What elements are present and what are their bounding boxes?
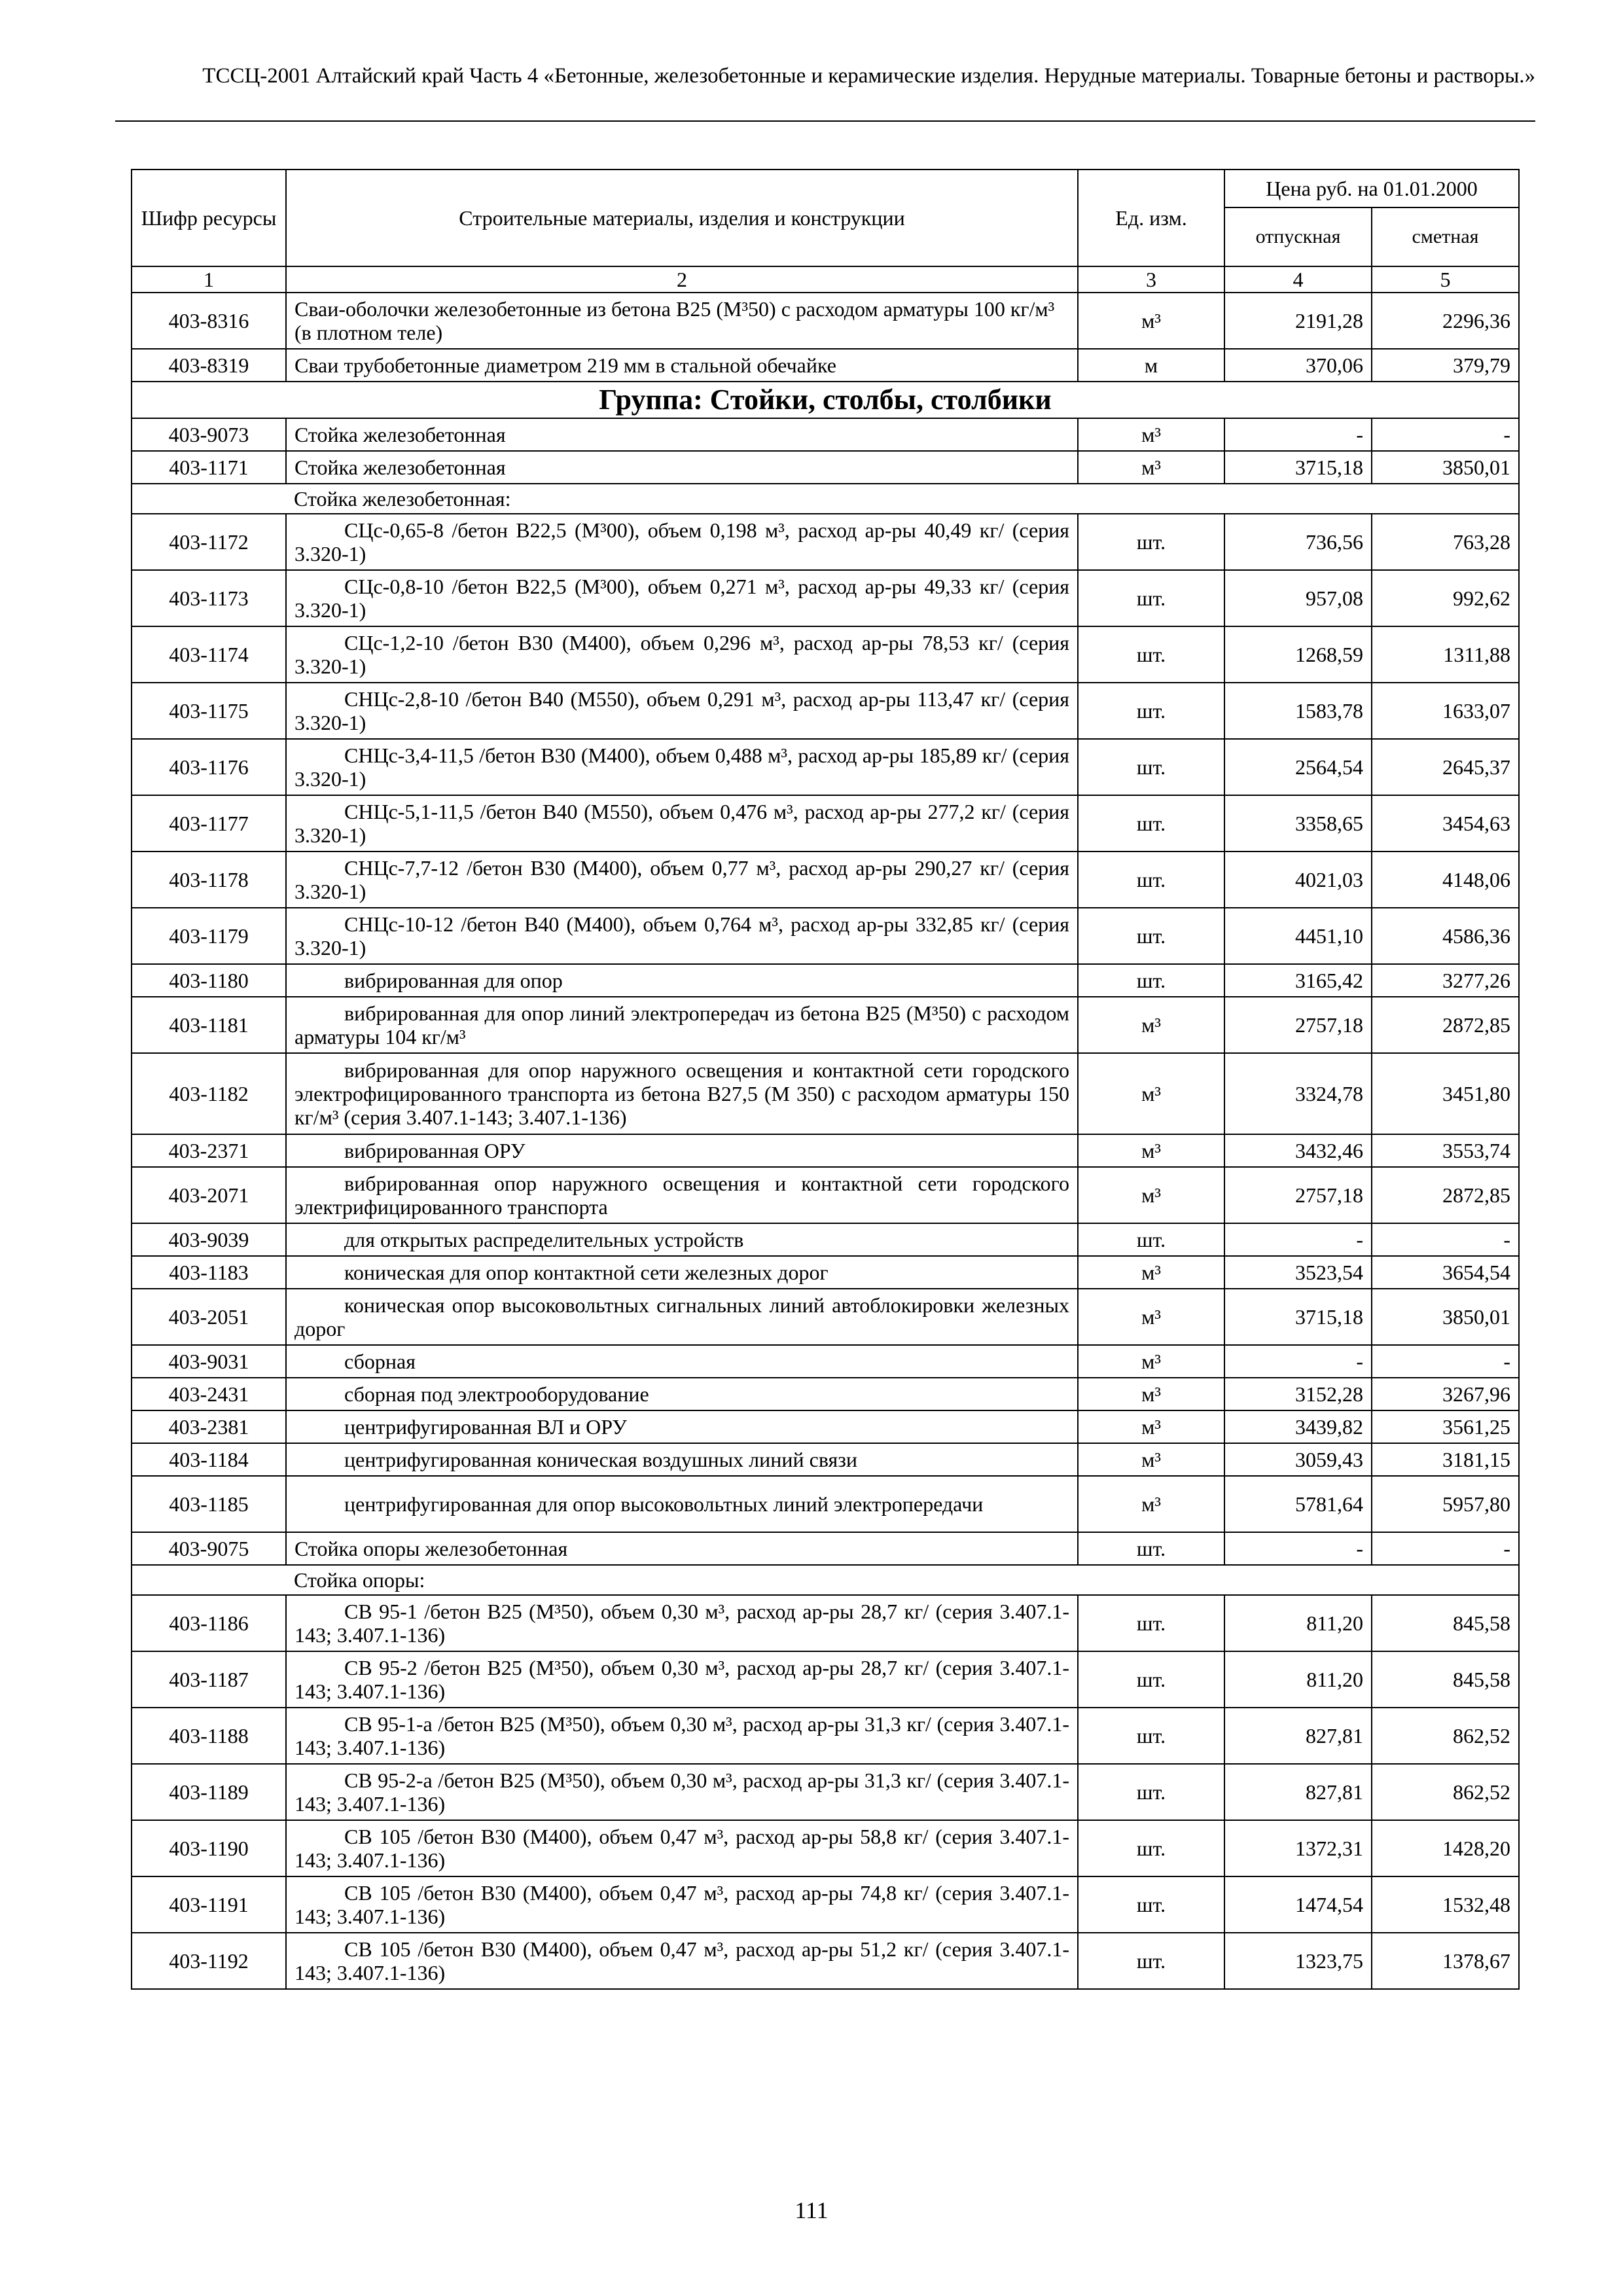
item-name-text: СНЦс-2,8-10 /бетон В40 (М550), объем 0,291 м³, расход ар-ры 113,47 кг/ (серия 3.320-1)	[294, 687, 1069, 734]
unit: шт.	[1078, 570, 1224, 626]
item-name-text: сборная под электрооборудование	[344, 1382, 649, 1406]
item-name-text: центрифугированная коническая воздушных линий связи	[344, 1448, 857, 1471]
unit: м³	[1078, 418, 1224, 451]
resource-code: 403-1178	[132, 852, 286, 908]
estimate-price: 992,62	[1372, 570, 1519, 626]
unit: шт.	[1078, 1651, 1224, 1708]
item-name-text: вибрированная для опор линий электропередач из бетона В25 (М³50) с расходом арматуры 104 кг/м³	[294, 1001, 1069, 1049]
item-name	[286, 1345, 1078, 1378]
item-name-text: СЦс-1,2-10 /бетон В30 (М400), объем 0,296 м³, расход ар-ры 78,53 кг/ (серия 3.320-1)	[294, 631, 1069, 678]
item-name	[286, 1256, 1078, 1289]
estimate-price: -	[1372, 1345, 1519, 1378]
table-row	[132, 964, 1519, 997]
resource-code: 403-1184	[132, 1443, 286, 1476]
resource-code: 403-9031	[132, 1345, 286, 1378]
group-title: Группа: Стойки, столбы, столбики	[132, 382, 1519, 418]
item-name	[286, 852, 1078, 908]
estimate-price: 2872,85	[1372, 997, 1519, 1053]
col-number: 4	[1224, 266, 1372, 293]
unit: шт.	[1078, 908, 1224, 964]
resource-code: 403-2371	[132, 1134, 286, 1167]
table-row	[132, 451, 1519, 484]
item-name-text: СВ 95-2-а /бетон В25 (М³50), объем 0,30 м³, расход ар-ры 31,3 кг/ (серия 3.407.1-143; 3.407.1-136)	[294, 1768, 1069, 1816]
release-price: 1474,54	[1224, 1876, 1372, 1933]
subhead-row	[132, 484, 1519, 514]
unit: шт.	[1078, 1532, 1224, 1565]
item-name	[286, 626, 1078, 683]
resource-code: 403-1176	[132, 739, 286, 795]
resource-code: 403-2381	[132, 1410, 286, 1443]
item-name	[286, 1443, 1078, 1476]
table-row	[132, 418, 1519, 451]
item-name	[286, 1053, 1078, 1134]
estimate-price: 379,79	[1372, 349, 1519, 382]
table-row	[132, 1410, 1519, 1443]
col-number: 1	[132, 266, 286, 293]
estimate-price: 3553,74	[1372, 1134, 1519, 1167]
release-price: 5781,64	[1224, 1476, 1372, 1532]
table-row	[132, 1933, 1519, 1989]
table-row	[132, 852, 1519, 908]
item-name-text: СВ 95-1 /бетон В25 (М³50), объем 0,30 м³, расход ар-ры 28,7 кг/ (серия 3.407.1-143; 3.407.1-136)	[294, 1600, 1069, 1647]
resource-code: 403-8319	[132, 349, 286, 382]
empty-cell	[132, 1565, 286, 1595]
col-header-code: Шифр ресурсы	[132, 170, 286, 266]
resource-code: 403-2051	[132, 1289, 286, 1345]
unit: шт.	[1078, 964, 1224, 997]
estimate-price: 3267,96	[1372, 1378, 1519, 1410]
page-header: ТССЦ-2001 Алтайский край Часть 4 «Бетонные, железобетонные и керамические изделия. Нерудные материалы. Товарные бетоны и растворы.»	[202, 64, 1535, 88]
release-price: 3715,18	[1224, 1289, 1372, 1345]
resource-code: 403-1171	[132, 451, 286, 484]
item-name	[286, 1933, 1078, 1989]
table-row	[132, 1378, 1519, 1410]
item-name-text: СЦс-0,8-10 /бетон В22,5 (М³00), объем 0,271 м³, расход ар-ры 49,33 кг/ (серия 3.320-1)	[294, 575, 1069, 622]
item-name	[286, 908, 1078, 964]
release-price: -	[1224, 418, 1372, 451]
item-name	[286, 683, 1078, 739]
item-name	[286, 795, 1078, 852]
price-table	[131, 169, 1520, 1990]
unit: шт.	[1078, 1933, 1224, 1989]
resource-code: 403-9039	[132, 1223, 286, 1256]
table-row	[132, 1876, 1519, 1933]
release-price: 2564,54	[1224, 739, 1372, 795]
item-name	[286, 1223, 1078, 1256]
estimate-price: 3451,80	[1372, 1053, 1519, 1134]
item-name: Стойка железобетонная	[286, 451, 1078, 484]
estimate-price: 3850,01	[1372, 451, 1519, 484]
unit: м³	[1078, 1289, 1224, 1345]
resource-code: 403-1188	[132, 1708, 286, 1764]
resource-code: 403-2431	[132, 1378, 286, 1410]
estimate-price: 1378,67	[1372, 1933, 1519, 1989]
estimate-price: 3277,26	[1372, 964, 1519, 997]
item-name	[286, 1289, 1078, 1345]
item-name-text: вибрированная для опор наружного освещения и контактной сети городского электрофицированного транспорта из бетона В27,5 (М 350) с расходом арматуры 150 кг/м³ (серия 3.407.1-143; 3.407.1-136)	[294, 1058, 1069, 1129]
table-row	[132, 1820, 1519, 1876]
col-header-name: Строительные материалы, изделия и конструкции	[286, 170, 1078, 266]
col-header-estimate-price: сметная	[1372, 207, 1519, 266]
estimate-price: 3561,25	[1372, 1410, 1519, 1443]
col-header-price-group: Цена руб. на 01.01.2000	[1224, 170, 1519, 207]
item-name-text: коническая опор высоковольтных сигнальных линий автоблокировки железных дорог	[294, 1293, 1069, 1340]
table-row	[132, 349, 1519, 382]
release-price: 3165,42	[1224, 964, 1372, 997]
item-name: Стойка железобетонная	[286, 418, 1078, 451]
release-price: 3059,43	[1224, 1443, 1372, 1476]
item-name-text: вибрированная ОРУ	[344, 1139, 526, 1162]
estimate-price: 4586,36	[1372, 908, 1519, 964]
estimate-price: 3181,15	[1372, 1443, 1519, 1476]
resource-code: 403-1190	[132, 1820, 286, 1876]
table-row	[132, 1443, 1519, 1476]
unit: шт.	[1078, 1708, 1224, 1764]
item-name-text: СВ 105 /бетон В30 (М400), объем 0,47 м³, расход ар-ры 51,2 кг/ (серия 3.407.1-143; 3.407.1-136)	[294, 1937, 1069, 1984]
unit: м³	[1078, 293, 1224, 349]
release-price: 811,20	[1224, 1651, 1372, 1708]
resource-code: 403-1179	[132, 908, 286, 964]
release-price: 3432,46	[1224, 1134, 1372, 1167]
estimate-price: 862,52	[1372, 1764, 1519, 1820]
resource-code: 403-1174	[132, 626, 286, 683]
resource-code: 403-9073	[132, 418, 286, 451]
table-row	[132, 683, 1519, 739]
item-name: Сваи трубобетонные диаметром 219 мм в стальной обечайке	[286, 349, 1078, 382]
item-name	[286, 1820, 1078, 1876]
item-name	[286, 1134, 1078, 1167]
unit: м	[1078, 349, 1224, 382]
item-name	[286, 739, 1078, 795]
release-price: 1268,59	[1224, 626, 1372, 683]
table-row	[132, 739, 1519, 795]
release-price: 2757,18	[1224, 997, 1372, 1053]
release-price: 1583,78	[1224, 683, 1372, 739]
subhead-row	[132, 1565, 1519, 1595]
table-row	[132, 1651, 1519, 1708]
item-name-text: вибрированная опор наружного освещения и контактной сети городского электрифицированного транспорта	[294, 1172, 1069, 1219]
item-name-text: вибрированная для опор	[344, 969, 563, 992]
resource-code: 403-1177	[132, 795, 286, 852]
resource-code: 403-1180	[132, 964, 286, 997]
item-name-text: центрифугированная для опор высоковольтных линий электропередачи	[344, 1492, 984, 1516]
release-price: 3152,28	[1224, 1378, 1372, 1410]
item-name	[286, 1167, 1078, 1223]
page-number: 111	[794, 2197, 829, 2223]
release-price: 811,20	[1224, 1595, 1372, 1651]
subhead-label: Стойка опоры:	[286, 1565, 1519, 1595]
estimate-price: 1532,48	[1372, 1876, 1519, 1933]
unit: м³	[1078, 997, 1224, 1053]
item-name	[286, 1764, 1078, 1820]
unit: м³	[1078, 1167, 1224, 1223]
resource-code: 403-1186	[132, 1595, 286, 1651]
release-price: 736,56	[1224, 514, 1372, 570]
item-name	[286, 1410, 1078, 1443]
release-price: 827,81	[1224, 1764, 1372, 1820]
estimate-price: -	[1372, 418, 1519, 451]
estimate-price: 2872,85	[1372, 1167, 1519, 1223]
resource-code: 403-1181	[132, 997, 286, 1053]
unit: шт.	[1078, 852, 1224, 908]
release-price: 3324,78	[1224, 1053, 1372, 1134]
table-row	[132, 1476, 1519, 1532]
table-row	[132, 1532, 1519, 1565]
unit: шт.	[1078, 795, 1224, 852]
estimate-price: 3454,63	[1372, 795, 1519, 852]
item-name-text: СЦс-0,65-8 /бетон В22,5 (М³00), объем 0,198 м³, расход ар-ры 40,49 кг/ (серия 3.320-1)	[294, 518, 1069, 565]
table-row	[132, 1134, 1519, 1167]
unit: шт.	[1078, 1595, 1224, 1651]
table-row	[132, 1289, 1519, 1345]
release-price: 4021,03	[1224, 852, 1372, 908]
item-name-text: СНЦс-7,7-12 /бетон В30 (М400), объем 0,77 м³, расход ар-ры 290,27 кг/ (серия 3.320-1)	[294, 856, 1069, 903]
table-row	[132, 1764, 1519, 1820]
item-name-text: СВ 105 /бетон В30 (М400), объем 0,47 м³, расход ар-ры 74,8 кг/ (серия 3.407.1-143; 3.407.1-136)	[294, 1881, 1069, 1928]
item-name	[286, 964, 1078, 997]
table-row	[132, 1345, 1519, 1378]
item-name: Сваи-оболочки железобетонные из бетона В25 (М³50) с расходом арматуры 100 кг/м³ (в плотном теле)	[286, 293, 1078, 349]
unit: шт.	[1078, 1876, 1224, 1933]
item-name-text: СНЦс-3,4-11,5 /бетон В30 (М400), объем 0,488 м³, расход ар-ры 185,89 кг/ (серия 3.320-1)	[294, 744, 1069, 791]
col-number: 5	[1372, 266, 1519, 293]
item-name-text: СВ 95-1-а /бетон В25 (М³50), объем 0,30 м³, расход ар-ры 31,3 кг/ (серия 3.407.1-143; 3.407.1-136)	[294, 1712, 1069, 1759]
item-name	[286, 570, 1078, 626]
estimate-price: 3654,54	[1372, 1256, 1519, 1289]
unit: м³	[1078, 1443, 1224, 1476]
estimate-price: 845,58	[1372, 1595, 1519, 1651]
estimate-price: 3850,01	[1372, 1289, 1519, 1345]
item-name-text: коническая для опор контактной сети железных дорог	[344, 1261, 829, 1284]
resource-code: 403-8316	[132, 293, 286, 349]
estimate-price: 2645,37	[1372, 739, 1519, 795]
resource-code: 403-1172	[132, 514, 286, 570]
table-row	[132, 1223, 1519, 1256]
unit: шт.	[1078, 626, 1224, 683]
estimate-price: 4148,06	[1372, 852, 1519, 908]
resource-code: 403-1192	[132, 1933, 286, 1989]
estimate-price: 763,28	[1372, 514, 1519, 570]
resource-code: 403-1189	[132, 1764, 286, 1820]
release-price: 3523,54	[1224, 1256, 1372, 1289]
resource-code: 403-1187	[132, 1651, 286, 1708]
release-price: 1323,75	[1224, 1933, 1372, 1989]
unit: шт.	[1078, 514, 1224, 570]
release-price: 2191,28	[1224, 293, 1372, 349]
table-row	[132, 795, 1519, 852]
table-row	[132, 997, 1519, 1053]
empty-cell	[132, 484, 286, 514]
resource-code: 403-9075	[132, 1532, 286, 1565]
release-price: 957,08	[1224, 570, 1372, 626]
item-name-text: СНЦс-5,1-11,5 /бетон В40 (М550), объем 0,476 м³, расход ар-ры 277,2 кг/ (серия 3.320-1)	[294, 800, 1069, 847]
estimate-price: 5957,80	[1372, 1476, 1519, 1532]
release-price: 3358,65	[1224, 795, 1372, 852]
table-row	[132, 1256, 1519, 1289]
table-row	[132, 908, 1519, 964]
table-row	[132, 293, 1519, 349]
resource-code: 403-1173	[132, 570, 286, 626]
unit: м³	[1078, 1256, 1224, 1289]
table-row	[132, 1595, 1519, 1651]
subhead-label: Стойка железобетонная:	[286, 484, 1519, 514]
item-name-text: сборная	[344, 1350, 416, 1373]
estimate-price: 2296,36	[1372, 293, 1519, 349]
resource-code: 403-1191	[132, 1876, 286, 1933]
item-name-text: для открытых распределительных устройств	[344, 1228, 744, 1251]
release-price: 1372,31	[1224, 1820, 1372, 1876]
col-header-unit: Ед. изм.	[1078, 170, 1224, 266]
table-row	[132, 514, 1519, 570]
table-row	[132, 1053, 1519, 1134]
item-name	[286, 1651, 1078, 1708]
resource-code: 403-1175	[132, 683, 286, 739]
item-name	[286, 997, 1078, 1053]
item-name-text: центрифугированная ВЛ и ОРУ	[344, 1415, 627, 1439]
unit: шт.	[1078, 683, 1224, 739]
table-row	[132, 626, 1519, 683]
resource-code: 403-1182	[132, 1053, 286, 1134]
estimate-price: 1633,07	[1372, 683, 1519, 739]
release-price: -	[1224, 1532, 1372, 1565]
item-name	[286, 1595, 1078, 1651]
unit: шт.	[1078, 1820, 1224, 1876]
header-divider	[115, 120, 1535, 122]
estimate-price: 1428,20	[1372, 1820, 1519, 1876]
release-price: 3715,18	[1224, 451, 1372, 484]
col-number: 2	[286, 266, 1078, 293]
release-price: 4451,10	[1224, 908, 1372, 964]
unit: м³	[1078, 1476, 1224, 1532]
item-name	[286, 1708, 1078, 1764]
unit: м³	[1078, 451, 1224, 484]
table-row	[132, 570, 1519, 626]
item-name	[286, 1876, 1078, 1933]
release-price: -	[1224, 1345, 1372, 1378]
unit: м³	[1078, 1410, 1224, 1443]
item-name	[286, 1476, 1078, 1532]
item-name-text: СНЦс-10-12 /бетон В40 (М400), объем 0,764 м³, расход ар-ры 332,85 кг/ (серия 3.320-1)	[294, 912, 1069, 960]
item-name: Стойка опоры железобетонная	[286, 1532, 1078, 1565]
release-price: 2757,18	[1224, 1167, 1372, 1223]
unit: шт.	[1078, 739, 1224, 795]
estimate-price: 845,58	[1372, 1651, 1519, 1708]
group-row	[132, 382, 1519, 418]
table-row	[132, 1708, 1519, 1764]
col-header-release-price: отпускная	[1224, 207, 1372, 266]
unit: м³	[1078, 1378, 1224, 1410]
release-price: 827,81	[1224, 1708, 1372, 1764]
resource-code: 403-1183	[132, 1256, 286, 1289]
release-price: -	[1224, 1223, 1372, 1256]
item-name-text: СВ 95-2 /бетон В25 (М³50), объем 0,30 м³, расход ар-ры 28,7 кг/ (серия 3.407.1-143; 3.407.1-136)	[294, 1656, 1069, 1703]
estimate-price: 1311,88	[1372, 626, 1519, 683]
unit: шт.	[1078, 1764, 1224, 1820]
item-name	[286, 514, 1078, 570]
item-name	[286, 1378, 1078, 1410]
unit: шт.	[1078, 1223, 1224, 1256]
unit: м³	[1078, 1134, 1224, 1167]
estimate-price: -	[1372, 1532, 1519, 1565]
resource-code: 403-2071	[132, 1167, 286, 1223]
estimate-price: 862,52	[1372, 1708, 1519, 1764]
item-name-text: СВ 105 /бетон В30 (М400), объем 0,47 м³, расход ар-ры 58,8 кг/ (серия 3.407.1-143; 3.407.1-136)	[294, 1825, 1069, 1872]
release-price: 3439,82	[1224, 1410, 1372, 1443]
release-price: 370,06	[1224, 349, 1372, 382]
table-row	[132, 1167, 1519, 1223]
estimate-price: -	[1372, 1223, 1519, 1256]
unit: м³	[1078, 1053, 1224, 1134]
col-number: 3	[1078, 266, 1224, 293]
unit: м³	[1078, 1345, 1224, 1378]
resource-code: 403-1185	[132, 1476, 286, 1532]
